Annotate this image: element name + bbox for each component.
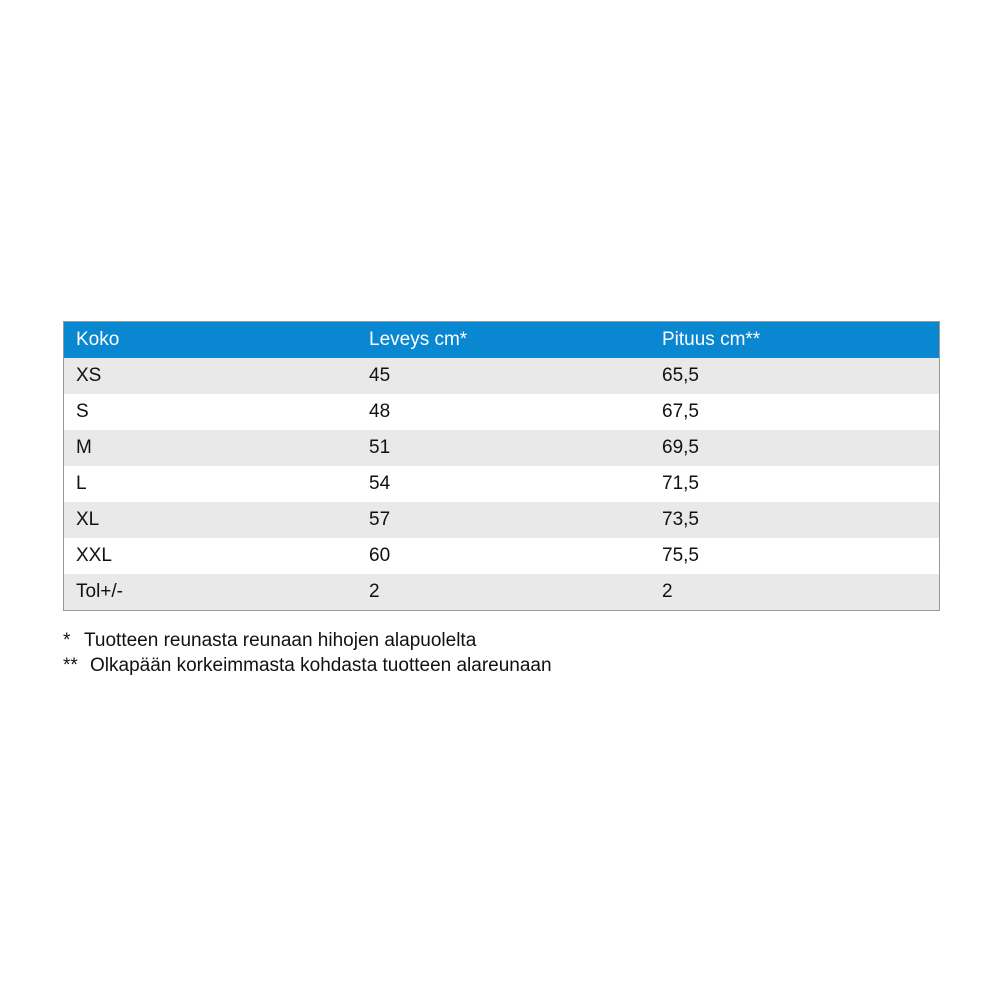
length-cell: 73,5 [662,509,699,530]
size-cell: XL [76,509,100,530]
footnote-text: Olkapään korkeimmasta kohdasta tuotteen alareunaan [90,655,552,676]
length-cell: 71,5 [662,473,699,494]
table-row [64,574,939,610]
length-cell: 65,5 [662,365,699,386]
size-cell: Tol+/- [76,581,123,602]
width-cell: 48 [369,401,391,422]
size-cell: S [76,401,89,422]
width-cell: 45 [369,365,391,386]
width-cell: 57 [369,509,391,530]
header-length: Pituus cm** [662,329,761,350]
table-row [64,502,939,538]
length-cell: 75,5 [662,545,699,566]
length-cell: 69,5 [662,437,699,458]
table-body [64,358,939,610]
size-cell: L [76,473,87,494]
table-row [64,430,939,466]
header-size: Koko [76,329,120,350]
table-row [64,394,939,430]
footnote-width [63,628,552,653]
footnote-length [63,653,552,678]
footnote-mark: * [63,630,71,651]
header-width: Leveys cm* [369,329,468,350]
size-cell: XXL [76,545,112,566]
table-row [64,466,939,502]
width-cell: 60 [369,545,391,566]
table-row [64,538,939,574]
footnotes [63,628,552,678]
width-cell: 54 [369,473,391,494]
width-cell: 2 [369,581,380,602]
size-cell: XS [76,365,102,386]
length-cell: 2 [662,581,673,602]
length-cell: 67,5 [662,401,699,422]
width-cell: 51 [369,437,391,458]
table-header-row [64,322,939,358]
footnote-mark: ** [63,655,78,676]
table-row [64,358,939,394]
footnote-text: Tuotteen reunasta reunaan hihojen alapuolelta [84,630,477,651]
size-cell: M [76,437,92,458]
size-table [63,321,940,611]
